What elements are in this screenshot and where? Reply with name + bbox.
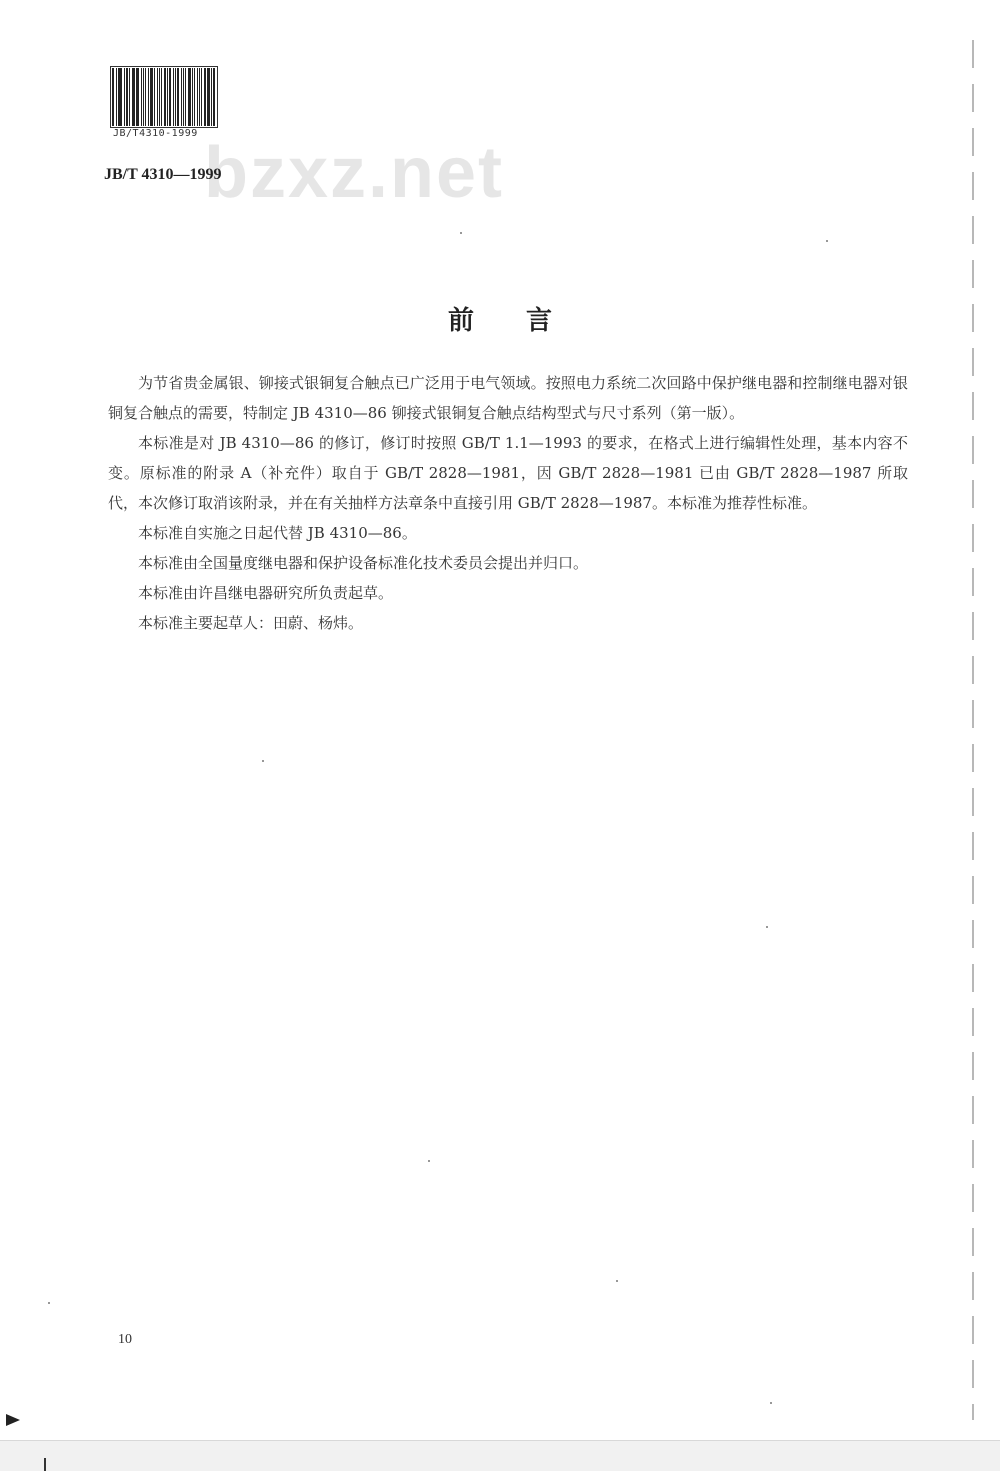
scan-edge-line: [972, 40, 974, 1420]
barcode-stripe: [201, 68, 202, 126]
barcode-stripe: [145, 68, 147, 126]
page-title: 前言: [447, 306, 604, 336]
viewer-footer-bar: [0, 1440, 1000, 1471]
barcode-stripe: [119, 68, 122, 126]
barcode-stripe: [204, 68, 206, 126]
barcode-stripe: [181, 68, 182, 126]
scan-speck: [428, 1160, 430, 1162]
scan-speck: [770, 1402, 772, 1404]
barcode-image: [110, 66, 218, 128]
paragraph: 本标准由全国量度继电器和保护设备标准化技术委员会提出并归口。: [138, 554, 589, 572]
barcode-stripe: [150, 68, 153, 126]
barcode-caption: JB/T4310-1999: [113, 128, 198, 139]
barcode-stripe: [116, 68, 117, 126]
barcode-stripe: [169, 68, 172, 126]
barcode-stripe: [141, 68, 142, 126]
barcode-stripe: [112, 68, 114, 126]
barcode-stripe: [143, 68, 144, 126]
barcode-stripe: [159, 68, 160, 126]
scan-speck: [262, 760, 264, 762]
barcode-stripe: [129, 68, 130, 126]
scan-speck: [48, 1302, 50, 1304]
barcode-stripe: [157, 68, 159, 126]
barcode-stripe: [175, 68, 176, 126]
page-number: 10: [118, 1332, 132, 1347]
footer-tick-mark: [44, 1458, 46, 1471]
barcode-stripe: [164, 68, 166, 126]
barcode-stripe: [194, 68, 195, 126]
barcode-stripe: [192, 68, 193, 126]
barcode-stripe: [136, 68, 139, 126]
scan-speck: [616, 1280, 618, 1282]
paragraph: 本标准主要起草人：田蔚、杨炜。: [138, 614, 364, 632]
barcode-stripe: [126, 68, 128, 126]
barcode-stripe: [173, 68, 174, 126]
barcode-stripe: [188, 68, 191, 126]
barcode-stripe: [207, 68, 210, 126]
paragraph: 为节省贵金属银、铆接式银铜复合触点已广泛用于电气领域。按照电力系统二次回路中保护继电器和控制继电器对银铜复合触点的需要，特制定 JB 4310—86 铆接式银铜复合触点结构型式与尺寸系列（第一版）。: [108, 374, 908, 422]
standard-number: JB/T 4310—1999: [104, 166, 222, 183]
barcode-stripe: [118, 68, 119, 126]
paragraph: 本标准由许昌继电器研究所负责起草。: [138, 584, 394, 602]
barcode-stripe: [211, 68, 212, 126]
scan-speck: [826, 240, 828, 242]
foreword-body: [108, 368, 908, 638]
barcode-stripe: [161, 68, 162, 126]
barcode-stripe: [199, 68, 200, 126]
scan-speck: [460, 232, 462, 234]
barcode-stripe: [124, 68, 125, 126]
barcode-stripe: [177, 68, 179, 126]
barcode-stripe: [132, 68, 133, 126]
barcode-stripe: [133, 68, 135, 126]
site-watermark: bzxz.net: [204, 133, 505, 213]
barcode-stripe: [183, 68, 185, 126]
paragraph: 本标准自实施之日起代替 JB 4310—86。: [138, 524, 417, 542]
barcode-stripe: [167, 68, 168, 126]
barcode-stripe: [185, 68, 186, 126]
barcode-stripe: [148, 68, 149, 126]
barcode-stripe: [213, 68, 215, 126]
barcode-stripe: [154, 68, 155, 126]
barcode-stripe: [197, 68, 199, 126]
corner-arrow-icon: [6, 1414, 20, 1426]
scan-speck: [766, 926, 768, 928]
paragraph: 本标准是对 JB 4310—86 的修订，修订时按照 GB/T 1.1—1993 的要求，在格式上进行编辑性处理，基本内容不变。原标准的附录 A（补充件）取自于 GB/T 2828—1981，因 GB/T 2828—1981 已由 GB/T 2828—1987 所取代，本次修订取消该附录，并在有关抽样方法章条中直接引用 GB/T 2828—1987。本标准为推荐性标准。: [108, 434, 908, 512]
